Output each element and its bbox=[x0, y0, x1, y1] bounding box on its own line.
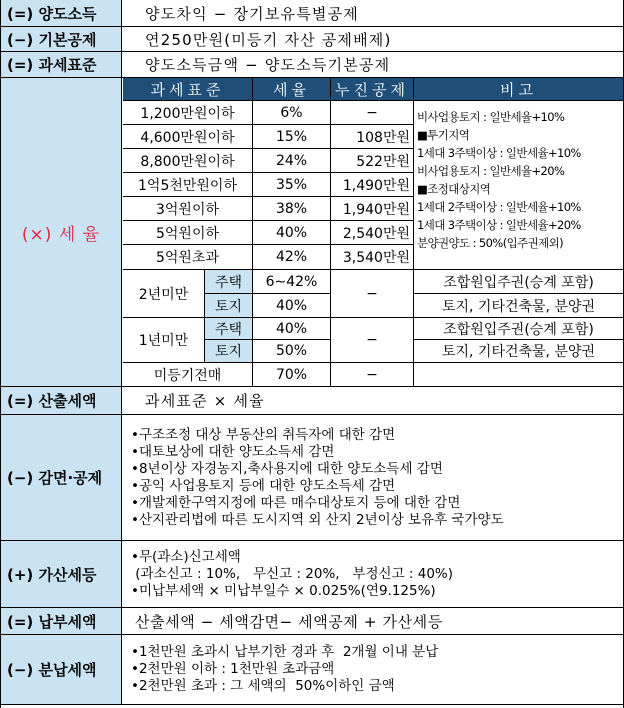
type-house: 주택 bbox=[205, 270, 253, 294]
label-transfer-income: (=) 양도소득 bbox=[1, 0, 122, 26]
bracket-rate: 6% bbox=[253, 101, 331, 125]
list-item: •미납부세액 × 미납부일수 × 0.025%(연9.125%) bbox=[131, 582, 436, 599]
list-item: •대토보상에 대한 양도소득세 감면 bbox=[131, 443, 335, 460]
row-payment bbox=[1, 608, 623, 635]
rate-value: 6∼42% bbox=[253, 270, 331, 294]
remark-line: 분양권양도 : 50%(입주권제외) bbox=[417, 236, 564, 250]
list-item: •개발제한구역지정에 따른 매수대상토지 등에 대한 감면 bbox=[131, 494, 461, 511]
row-transfer-income bbox=[1, 0, 623, 27]
row-basic-deduction bbox=[1, 27, 623, 52]
remark-line: 1세대 2주택이상 : 일반세율+10% bbox=[417, 200, 581, 214]
list-item: •2천만원 초과 : 그 세액의 50%이하인 금액 bbox=[131, 678, 395, 694]
rate-value: 50% bbox=[253, 340, 331, 363]
type-land: 토지 bbox=[205, 340, 253, 363]
special-note: 토지, 기타건축물, 분양권 bbox=[414, 340, 623, 363]
label-additional-tax: (+) 가산세등 bbox=[1, 541, 122, 607]
value-payment: 산출세액 − 세액감면− 세액공제 + 가산세등 bbox=[135, 612, 443, 631]
row-installment bbox=[1, 635, 623, 705]
remark-line: 비사업용토지 : 일반세율+20% bbox=[417, 164, 565, 178]
list-item: •산지관리법에 따른 도시지역 외 산지 2년이상 보유후 국가양도 bbox=[131, 511, 504, 528]
unregistered-resale: 미등기전매 bbox=[123, 363, 253, 387]
special-note: 조합원입주권(승계 포함) bbox=[414, 270, 623, 294]
bracket-base: 1억5천만원이하 bbox=[123, 173, 253, 197]
bracket-rate: 15% bbox=[253, 125, 331, 149]
bracket-deduction: 108만원 bbox=[331, 125, 414, 149]
bracket-base: 4,600만원이하 bbox=[123, 125, 253, 149]
label-computed-tax: (=) 산출세액 bbox=[1, 387, 122, 414]
special-note: 조합원입주권(승계 포함) bbox=[414, 318, 623, 340]
value-computed-tax: 과세표준 × 세율 bbox=[145, 392, 265, 410]
rate-table bbox=[123, 78, 623, 387]
bracket-base: 3억원이하 bbox=[123, 197, 253, 221]
label-installment: (−) 분납세액 bbox=[1, 635, 122, 704]
special-note: 토지, 기타건축물, 분양권 bbox=[414, 294, 623, 318]
deduction-value: − bbox=[331, 318, 414, 363]
rate-value: 40% bbox=[253, 318, 331, 340]
rate-value: 70% bbox=[253, 363, 331, 387]
deduction-value: − bbox=[331, 270, 414, 318]
bracket-deduction: − bbox=[331, 101, 414, 125]
bracket-base: 1,200만원이하 bbox=[123, 101, 253, 125]
list-item: •무(과소)신고세액 bbox=[131, 548, 241, 565]
remark-line: 1세대 3주택이상 : 일반세율+20% bbox=[417, 218, 581, 232]
type-land: 토지 bbox=[205, 294, 253, 318]
period-under-1-year: 1년미만 bbox=[123, 318, 205, 363]
period-under-2-years: 2년미만 bbox=[123, 270, 205, 318]
bracket-rate: 24% bbox=[253, 149, 331, 173]
remark-line: 1세대 3주택이상 : 일반세율+10% bbox=[417, 146, 581, 160]
list-item: •1천만원 초과시 납부기한 경과 후 2개월 이내 분납 bbox=[131, 644, 439, 660]
bracket-deduction: 2,540만원 bbox=[331, 221, 414, 245]
remark-line: 비사업용토지 : 일반세율+10% bbox=[417, 110, 565, 124]
type-house: 주택 bbox=[205, 318, 253, 340]
header-rate: 세율 bbox=[253, 78, 331, 101]
label-reduction: (−) 감면·공제 bbox=[1, 415, 122, 540]
value-tax-base: 양도소득금액 − 양도소득기본공제 bbox=[145, 56, 391, 74]
row-computed-tax bbox=[1, 387, 623, 415]
header-progressive-deduction: 누진공제 bbox=[331, 78, 414, 101]
row-reduction bbox=[1, 415, 623, 541]
remarks-box bbox=[414, 101, 623, 270]
remark-line: ■조정대상지역 bbox=[417, 182, 491, 196]
list-item: (과소신고 : 10%, 무신고 : 20%, 부정신고 : 40%) bbox=[131, 565, 454, 582]
list-item: •구조조정 대상 부동산의 취득자에 대한 감면 bbox=[131, 426, 396, 443]
label-tax-rate: (×) 세 율 bbox=[1, 78, 122, 386]
value-transfer-income: 양도차익 − 장기보유특별공제 bbox=[145, 4, 359, 23]
bracket-deduction: 522만원 bbox=[331, 149, 414, 173]
additional-tax-list bbox=[123, 541, 623, 607]
value-basic-deduction: 연250만원(미등기 자산 공제배제) bbox=[145, 30, 392, 49]
bracket-base: 5억원초과 bbox=[123, 245, 253, 270]
bracket-base: 8,800만원이하 bbox=[123, 149, 253, 173]
installment-list bbox=[123, 635, 623, 704]
header-remarks: 비고 bbox=[414, 78, 623, 101]
remark-line: ■투기지역 bbox=[417, 128, 470, 142]
header-tax-base: 과세표준 bbox=[123, 78, 253, 101]
bracket-rate: 38% bbox=[253, 197, 331, 221]
bracket-deduction: 1,490만원 bbox=[331, 173, 414, 197]
bracket-rate: 35% bbox=[253, 173, 331, 197]
label-payment: (=) 납부세액 bbox=[1, 608, 122, 634]
bracket-rate: 40% bbox=[253, 221, 331, 245]
label-basic-deduction: (−) 기본공제 bbox=[1, 27, 122, 51]
reduction-list bbox=[123, 415, 623, 540]
list-item: •공익 사업용토지 등에 대한 양도소득세 감면 bbox=[131, 477, 396, 494]
list-item: •8년이상 자경농지,축사용지에 대한 양도소득세 감면 bbox=[131, 460, 443, 477]
bracket-base: 5억원이하 bbox=[123, 221, 253, 245]
row-tax-rate bbox=[1, 78, 623, 387]
bracket-deduction: 3,540만원 bbox=[331, 245, 414, 270]
bracket-rate: 42% bbox=[253, 245, 331, 270]
rate-value: 40% bbox=[253, 294, 331, 318]
bracket-deduction: 1,940만원 bbox=[331, 197, 414, 221]
deduction-value: − bbox=[331, 363, 414, 387]
row-additional-tax bbox=[1, 541, 623, 608]
row-tax-base bbox=[1, 52, 623, 78]
label-tax-base: (=) 과세표준 bbox=[1, 52, 122, 77]
list-item: •2천만원 이하 : 1천만원 초과금액 bbox=[131, 661, 335, 677]
